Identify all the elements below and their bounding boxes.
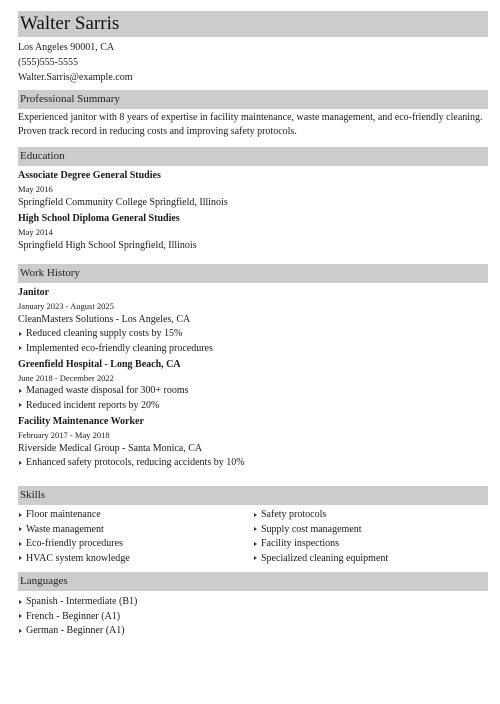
skills-column-right <box>253 508 483 566</box>
languages-list <box>18 595 488 639</box>
bullet-icon <box>19 389 22 393</box>
list-item: Specialized cleaning equipment <box>253 552 483 567</box>
education-degree: High School Diploma General Studies <box>18 213 180 224</box>
job-employer: Riverside Medical Group - Santa Monica, CA <box>18 443 203 454</box>
list-item: Supply cost management <box>253 523 483 538</box>
job-title: Facility Maintenance Worker <box>18 416 144 427</box>
bullet-icon <box>254 527 257 531</box>
list-item: German - Beginner (A1) <box>18 624 488 639</box>
list-item: Waste management <box>18 523 248 538</box>
bullet-icon <box>254 556 257 560</box>
education-list <box>18 169 488 253</box>
section-heading-skills: Skills <box>18 486 488 505</box>
bullet-icon <box>19 556 22 560</box>
education-school: Springfield High School Springfield, Illinois <box>18 240 197 251</box>
bullet-icon <box>254 542 257 546</box>
education-date: May 2014 <box>18 227 53 237</box>
summary-line: Experienced janitor with 8 years of expertise in facility maintenance, waste management, and eco-friendly cleaning. <box>18 112 483 123</box>
bullet-icon <box>19 527 22 531</box>
section-heading-summary: Professional Summary <box>18 90 488 109</box>
bullet-icon <box>19 542 22 546</box>
list-item: Spanish - Intermediate (B1) <box>18 595 488 610</box>
summary-line: Proven track record in reducing costs and improving safety protocols. <box>18 126 297 137</box>
list-item: HVAC system knowledge <box>18 552 248 567</box>
list-item: Floor maintenance <box>18 508 248 523</box>
bullet-icon <box>19 629 22 633</box>
bullet-icon <box>19 614 22 618</box>
bullet-icon <box>19 513 22 517</box>
list-item: Reduced cleaning supply costs by 15% <box>18 327 488 342</box>
list-item: Safety protocols <box>253 508 483 523</box>
bullet-icon <box>254 513 257 517</box>
education-degree: Associate Degree General Studies <box>18 170 161 181</box>
list-item: Reduced incident reports by 20% <box>18 399 488 414</box>
contact-email: Walter.Sarris@example.com <box>18 72 133 83</box>
summary-text <box>18 111 488 139</box>
section-heading-work-history: Work History <box>18 264 488 283</box>
contact-address: Los Angeles 90001, CA <box>18 42 115 53</box>
list-item: Facility inspections <box>253 537 483 552</box>
contact-phone: (555)555-5555 <box>18 57 78 68</box>
list-item: Managed waste disposal for 300+ rooms <box>18 384 488 399</box>
bullet-icon <box>19 461 22 465</box>
bullet-icon <box>19 332 22 336</box>
list-item: French - Beginner (A1) <box>18 610 488 625</box>
education-date: May 2016 <box>18 184 53 194</box>
section-heading-education: Education <box>18 147 488 166</box>
job-title: Greenfield Hospital - Long Beach, CA <box>18 359 181 370</box>
list-item: Implemented eco-friendly cleaning procedures <box>18 342 488 357</box>
list-item: Eco-friendly procedures <box>18 537 248 552</box>
job-date: January 2023 - August 2025 <box>18 301 114 311</box>
contact-info <box>18 40 132 85</box>
education-school: Springfield Community College Springfield, Illinois <box>18 197 228 208</box>
candidate-name: Walter Sarris <box>18 11 488 37</box>
work-history-list <box>18 286 488 471</box>
job-date: February 2017 - May 2018 <box>18 430 110 440</box>
job-date: June 2018 - December 2022 <box>18 373 114 383</box>
list-item: Enhanced safety protocols, reducing accidents by 10% <box>18 456 488 471</box>
bullet-icon <box>19 403 22 407</box>
bullet-icon <box>19 346 22 350</box>
job-employer: CleanMasters Solutions - Los Angeles, CA <box>18 314 191 325</box>
job-title: Janitor <box>18 287 50 298</box>
skills-column-left <box>18 508 248 566</box>
bullet-icon <box>19 600 22 604</box>
section-heading-languages: Languages <box>18 572 488 591</box>
